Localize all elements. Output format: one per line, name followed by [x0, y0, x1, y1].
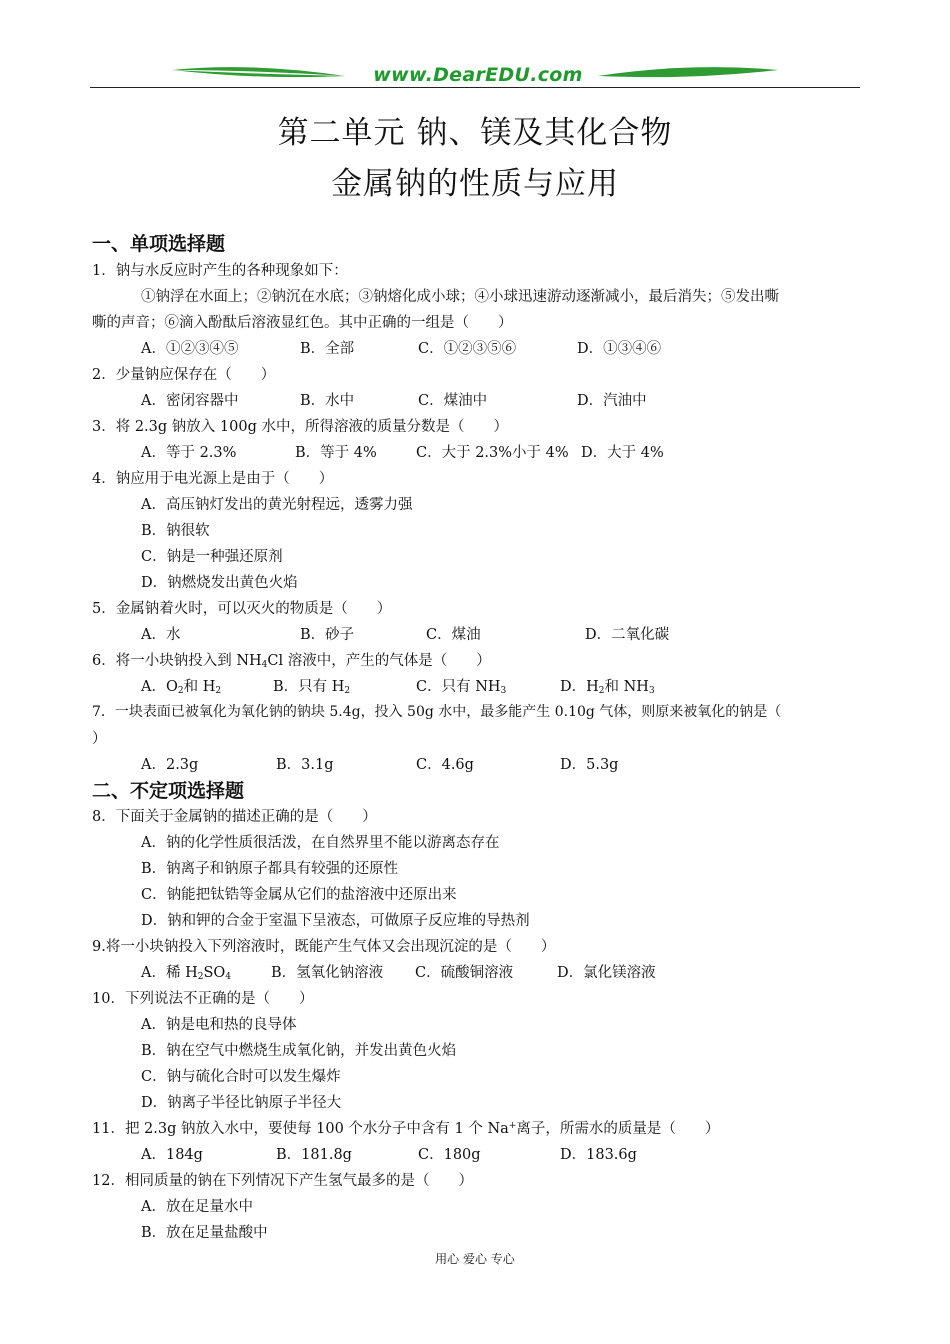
question-12-stem: 12．相同质量的钠在下列情况下产生氢气最多的是（ ）	[92, 1173, 473, 1189]
question-11-option-b: B．181.8g	[276, 1147, 352, 1163]
question-5-option-d: D．二氧化碳	[585, 627, 670, 643]
question-9-option-c: C．硫酸铜溶液	[415, 965, 514, 981]
question-4-option-b: B．钠很软	[141, 523, 210, 539]
question-7-stem-line-2: ）	[92, 731, 107, 747]
question-8-stem: 8．下面关于金属钠的描述正确的是（ ）	[92, 809, 377, 825]
question-5-option-b: B．砂子	[300, 627, 355, 643]
question-10-stem: 10．下列说法不正确的是（ ）	[92, 991, 314, 1007]
question-6-option-b: B．只有 $H_2$	[273, 679, 351, 696]
question-3-option-b: B．等于 4%	[295, 445, 377, 461]
lesson-title: 金属钠的性质与应用	[331, 166, 619, 202]
question-5-option-a: A．水	[141, 627, 181, 643]
question-9-stem: 9.将一小块钠投入下列溶液时，既能产生气体又会出现沉淀的是（ ）	[92, 939, 556, 955]
section-heading-single-choice: 一、单项选择题	[92, 233, 226, 255]
question-9-option-b: B．氢氧化钠溶液	[271, 965, 384, 981]
question-9-option-d: D．氯化镁溶液	[557, 965, 656, 981]
question-1-option-b: B．全部	[300, 341, 355, 357]
question-11-option-a: A．184g	[141, 1147, 203, 1163]
question-1-option-a: A．①②③④⑤	[141, 341, 239, 357]
header-rule	[90, 87, 860, 88]
question-4-option-d: D．钠燃烧发出黄色火焰	[141, 575, 298, 591]
page-footer: 用心 爱心 专心	[435, 1252, 515, 1266]
site-url: www.DearEDU.com	[373, 64, 583, 86]
question-2-stem: 2．少量钠应保存在（ ）	[92, 367, 276, 383]
question-8-option-c: C．钠能把钛锆等金属从它们的盐溶液中还原出来	[141, 887, 457, 903]
question-7-option-b: B．3.1g	[276, 757, 334, 773]
question-6-stem: 6．将一小块钠投入到 $NH_4Cl$ 溶液中，产生的气体是（ ）	[92, 653, 491, 670]
question-4-stem: 4．钠应用于电光源上是由于（ ）	[92, 471, 334, 487]
question-5-option-c: C．煤油	[426, 627, 481, 643]
question-3-option-d: D．大于 4%	[581, 445, 664, 461]
question-3-option-a: A．等于 2.3%	[141, 445, 237, 461]
question-1-body-line-2: 嘶的声音；⑥滴入酚酞后溶液显红色。其中正确的一组是（ ）	[92, 315, 513, 331]
question-8-option-d: D．钠和钾的合金于室温下呈液态，可做原子反应堆的导热剂	[141, 913, 530, 929]
question-12-option-a: A．放在足量水中	[141, 1199, 253, 1215]
question-3-stem: 3．将 2.3g 钠放入 100g 水中，所得溶液的质量分数是（ ）	[92, 419, 508, 435]
question-4-option-a: A．高压钠灯发出的黄光射程远，透雾力强	[141, 497, 413, 513]
unit-title: 第二单元 钠、镁及其化合物	[277, 115, 673, 151]
question-12-option-b: B．放在足量盐酸中	[141, 1225, 268, 1241]
question-2-option-a: A．密闭容器中	[141, 393, 239, 409]
question-1-option-c: C．①②③⑤⑥	[418, 341, 517, 357]
question-2-option-d: D．汽油中	[577, 393, 647, 409]
question-6-option-a: A．$O_2$和 $H_2$	[141, 679, 222, 696]
question-7-stem-line-1: 7．一块表面已被氧化为氧化钠的钠块 5.4g，投入 50g 水中，最多能产生 0.10g 气体，则原来被氧化的钠是（	[92, 704, 782, 720]
question-7-option-c: C．4.6g	[416, 757, 474, 773]
question-8-option-b: B．钠离子和钠原子都具有较强的还原性	[141, 861, 399, 877]
question-8-option-a: A．钠的化学性质很活泼，在自然界里不能以游离态存在	[141, 835, 500, 851]
question-5-stem: 5．金属钠着火时，可以灭火的物质是（ ）	[92, 601, 392, 617]
question-10-option-b: B．钠在空气中燃烧生成氧化钠，并发出黄色火焰	[141, 1043, 457, 1059]
question-1-stem: 1．钠与水反应时产生的各种现象如下：	[92, 263, 348, 279]
question-2-option-c: C．煤油中	[418, 393, 488, 409]
question-3-option-c: C．大于 2.3%小于 4%	[416, 445, 569, 461]
question-10-option-c: C．钠与硫化合时可以发生爆炸	[141, 1069, 341, 1085]
question-7-option-d: D．5.3g	[560, 757, 619, 773]
question-2-option-b: B．水中	[300, 393, 355, 409]
section-heading-multi-choice: 二、不定项选择题	[92, 780, 245, 802]
question-10-option-d: D．钠离子半径比钠原子半径大	[141, 1095, 342, 1111]
header-banner	[0, 58, 950, 90]
question-6-option-c: C．只有 $NH_3$	[416, 679, 507, 696]
question-1-body-line-1: ①钠浮在水面上；②钠沉在水底；③钠熔化成小球；④小球迅速游动逐渐减小，最后消失；⑤发出嘶	[141, 289, 779, 305]
question-9-option-a: A．稀 $H_2SO_4$	[141, 965, 232, 982]
question-10-option-a: A．钠是电和热的良导体	[141, 1017, 297, 1033]
question-11-option-c: C．180g	[418, 1147, 481, 1163]
question-6-option-d: D．$H_2$和 $NH_3$	[560, 679, 655, 696]
question-11-option-d: D．183.6g	[560, 1147, 637, 1163]
question-1-option-d: D．①③④⑥	[577, 341, 662, 357]
question-4-option-c: C．钠是一种强还原剂	[141, 549, 283, 565]
question-7-option-a: A．2.3g	[141, 757, 199, 773]
question-11-stem: 11．把 2.3g 钠放入水中，要使每 100 个水分子中含有 1 个 Na+离子，所需水的质量是（ ）	[92, 1121, 720, 1137]
